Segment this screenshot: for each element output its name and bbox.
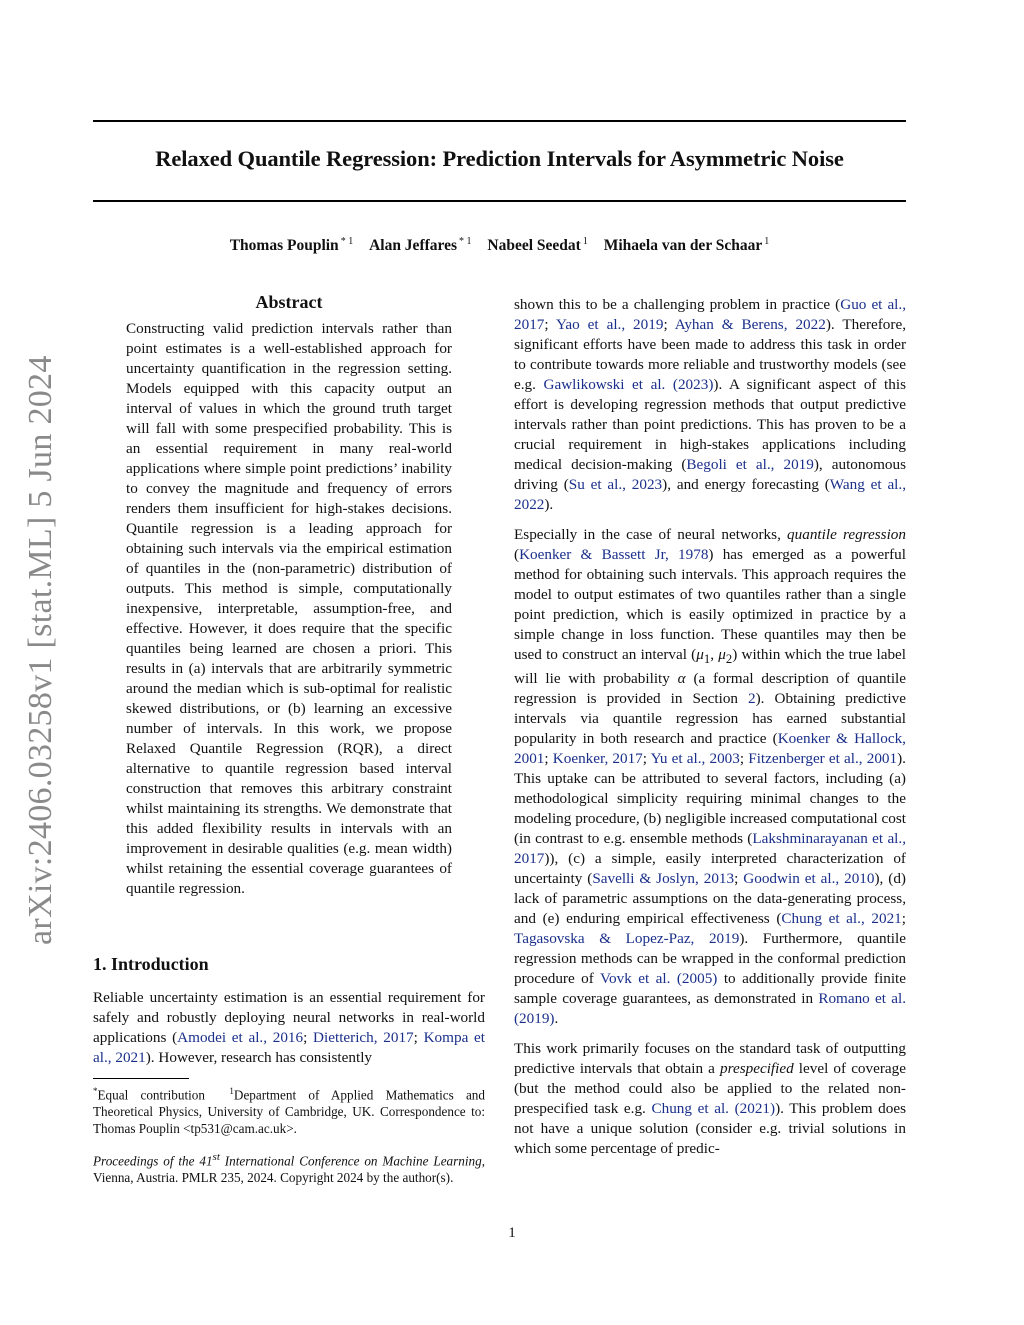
citation-link[interactable]: Su et al., 2023 <box>568 476 663 493</box>
title-rule-top <box>93 120 906 122</box>
author-name <box>230 237 353 254</box>
page-number: 1 <box>508 1225 516 1241</box>
text-run: This work primarily focuses on the standard task of outputting predictive intervals that obtain a <box>514 1040 906 1078</box>
text-run: ) within which the true label will lie with probability <box>514 646 906 688</box>
text-run: Equal contribution <box>97 1087 205 1103</box>
citation-link[interactable]: Koenker & Hallock, 2001 <box>514 730 906 768</box>
body-paragraph <box>514 525 906 1029</box>
text-run: ; <box>739 750 749 768</box>
citation-link[interactable]: Amodei et al., 2016 <box>177 1029 304 1046</box>
text-run: st <box>212 1151 220 1163</box>
math-symbol: μ <box>718 646 726 663</box>
text-run: Proceedings of the <box>93 1153 195 1169</box>
citation-link[interactable]: Guo et al., 2017 <box>514 296 906 333</box>
author-name-text: Nabeel Seedat <box>487 237 581 255</box>
math-subscript: 2 <box>725 652 733 667</box>
citation-link[interactable]: Chung et al. (2021) <box>651 1100 776 1118</box>
citation-link[interactable]: Begoli et al., 2019 <box>686 456 814 473</box>
text-run: (a formal description of quantile regression is provided in Section <box>514 670 907 708</box>
author-name-text: Mihaela van der Schaar <box>603 237 763 255</box>
citation-link[interactable]: Goodwin et al., 2010 <box>743 870 875 888</box>
abstract-heading: Abstract <box>255 292 323 312</box>
citation-link[interactable]: Wang et al., 2022 <box>514 476 906 513</box>
footnote-divider <box>93 1078 189 1079</box>
text-run: )), (c) a simple, easily interpreted characterization of uncertainty ( <box>514 850 906 888</box>
math-symbol: μ <box>696 646 704 663</box>
citation-link[interactable]: Koenker, 2017 <box>552 750 643 768</box>
emphasis-term: quantile regression <box>787 526 906 543</box>
text-run: ). Therefore, significant efforts have been made to address this task in order to contribute towards more reliable and trustworthy models (see e.g. <box>514 316 906 393</box>
text-run: ; <box>642 750 651 768</box>
citation-link[interactable]: Tagasovska & Lopez-Paz, 2019 <box>514 930 740 948</box>
emphasis-term: prespecified <box>720 1060 794 1078</box>
footnote-mark: 1 <box>229 1086 234 1096</box>
text-run: ). However, research has consistently <box>145 1049 373 1066</box>
author-list <box>93 236 906 255</box>
introduction-heading: 1. Introduction <box>93 954 209 974</box>
text-run: . <box>554 1010 559 1028</box>
text-run: ), autonomous driving ( <box>514 456 906 493</box>
citation-link[interactable]: Gawlikowski et al. (2023) <box>543 376 714 393</box>
introduction-paragraph <box>93 988 485 1068</box>
text-run: ). <box>544 496 554 513</box>
text-run: International Conference on Machine Learning <box>224 1153 482 1169</box>
title-rule-bottom <box>93 200 906 202</box>
right-column <box>514 295 906 1169</box>
text-run: ; <box>544 316 556 333</box>
author-name <box>369 237 471 254</box>
author-affiliation-mark: 1 <box>764 236 770 247</box>
paper-title: Relaxed Quantile Regression: Prediction Intervals for Asymmetric Noise <box>155 146 844 171</box>
text-run: ). A significant aspect of this effort is developing regression methods that output predictive intervals rather than point predictions. This has proven to be a crucial requirement in high-stakes applications including medical decision-making ( <box>514 376 906 473</box>
text-run: ). This problem does not have a unique solution (consider e.g. trivial solutions in which some percentage of predic- <box>514 1100 906 1158</box>
citation-link[interactable]: Vovk et al. (2005) <box>600 970 718 988</box>
body-paragraph <box>514 295 906 515</box>
author-name-text: Alan Jeffares <box>369 237 458 255</box>
text-run: to additionally provide finite sample coverage guarantees, as demonstrated in <box>514 970 907 1008</box>
citation-link[interactable]: Romano et al. (2019) <box>514 990 906 1028</box>
text-run: ; <box>544 750 553 768</box>
text-run: ; <box>413 1029 424 1046</box>
citation-link[interactable]: Savelli & Joslyn, 2013 <box>592 870 735 888</box>
text-run: ( <box>514 546 520 563</box>
text-run: Especially in the case of neural networks, <box>514 526 788 543</box>
citation-link[interactable]: Kompa et al., 2021 <box>93 1029 485 1066</box>
text-run: shown this to be a challenging problem in practice ( <box>514 296 841 313</box>
text-run: ; <box>663 316 675 333</box>
text-run: ; <box>303 1029 314 1046</box>
citation-link[interactable]: Chung et al., 2021 <box>781 910 902 928</box>
text-run: ). Furthermore, quantile regression methods can be wrapped in the conformal prediction procedure of <box>514 930 906 988</box>
text-run: ) has emerged as a powerful method for obtaining such intervals. This approach requires the model to output estimates of two quantiles rather than a single point prediction, which is easily optimized in practice by a simple change in loss function. These quantiles may then be used to construct an interval ( <box>514 546 906 663</box>
text-run: ; <box>901 910 906 928</box>
text-run: ), and energy forecasting ( <box>662 476 830 493</box>
text-run: ; <box>734 870 744 888</box>
affiliation-text: Department of Applied Mathematics and Theoretical Physics, University of Cambridge, UK. Correspondence to: Thomas Pouplin <tp531@cam.ac.uk>. <box>93 1087 485 1137</box>
citation-link[interactable]: Yu et al., 2003 <box>650 750 740 768</box>
citation-link[interactable]: Lakshminarayanan et al., 2017 <box>514 830 906 868</box>
math-symbol: α <box>677 670 686 688</box>
citation-link[interactable]: Yao et al., 2019 <box>555 316 664 333</box>
text-run: 41 <box>199 1153 213 1169</box>
proceedings-note <box>93 1149 485 1186</box>
author-name <box>487 237 587 254</box>
citation-link[interactable]: Fitzenberger et al., 2001 <box>748 750 898 768</box>
footnote <box>93 1083 485 1137</box>
text-run: , <box>710 646 719 663</box>
abstract-body: Constructing valid prediction intervals rather than point estimates is a well-established approach for uncertainty quantification in the regression setting. Models equipped with this capacity output an interval of values in which the ground truth target will fall with some prespecified probability. This is an essential requirement in many real-world applications where simple point predictions’ inability to convey the magnitude and frequency of errors renders them insufficient for high-stakes decisions. Quantile regression is a leading approach for obtaining such intervals via the empirical estimation of quantiles in the (non-parametric) distribution of outputs. This method is simple, computationally inexpensive, interpretable, assumption-free, and effective. However, it does require that the specific quantiles being learned are chosen a priori. This results in (a) intervals that are arbitrarily symmetric around the median which is sub-optimal for realistic skewed distributions, or (b) learning an excessive number of intervals. In this work, we propose Relaxed Quantile Regression (RQR), a direct alternative to quantile regression based interval construction that removes this arbitrary constraint whilst maintaining its strengths. We demonstrate that this added flexibility results in intervals with an improvement in desirable qualities (e.g. mean width) whilst retaining the essential coverage guarantees of quantile regression. <box>126 320 452 897</box>
math-subscript: 1 <box>703 652 711 667</box>
section-link[interactable]: 2 <box>748 690 756 708</box>
text-run: ). This uptake can be attributed to several factors, including (a) methodological simplicity requiring minimal changes to the modeling procedure, (b) negligible increased computational cost (in contrast to e.g. ensemble methods ( <box>514 750 906 848</box>
author-affiliation-mark: * 1 <box>340 236 354 247</box>
author-affiliation-mark: 1 <box>582 236 588 247</box>
author-affiliation-mark: * 1 <box>459 236 472 247</box>
arxiv-sidebar-stamp: arXiv:2406.03258v1 [stat.ML] 5 Jun 2024 <box>22 355 59 945</box>
text-run: level of coverage (but the method could also be applied to the related non-prespecified task e.g. <box>514 1060 906 1118</box>
citation-link[interactable]: Ayhan & Berens, 2022 <box>674 316 826 333</box>
citation-link[interactable]: Koenker & Bassett Jr, 1978 <box>519 546 709 563</box>
text-run: Reliable uncertainty estimation is an essential requirement for safely and robustly deploying neural networks in real-world applications ( <box>93 989 485 1046</box>
author-name-text: Thomas Pouplin <box>229 237 339 255</box>
footnote-mark: * <box>93 1086 98 1096</box>
citation-link[interactable]: Dietterich, 2017 <box>313 1029 414 1046</box>
author-name <box>604 237 770 254</box>
body-paragraph <box>514 1039 906 1159</box>
text-run: ), (d) lack of parametric assumptions on the data-generating process, and (e) enduring empirical effectiveness ( <box>514 870 906 928</box>
text-run: ). Obtaining predictive intervals via quantile regression has earned substantial popularity in both research and practice ( <box>514 690 906 748</box>
text-run: , Vienna, Austria. PMLR 235, 2024. Copyright 2024 by the author(s). <box>93 1153 486 1186</box>
